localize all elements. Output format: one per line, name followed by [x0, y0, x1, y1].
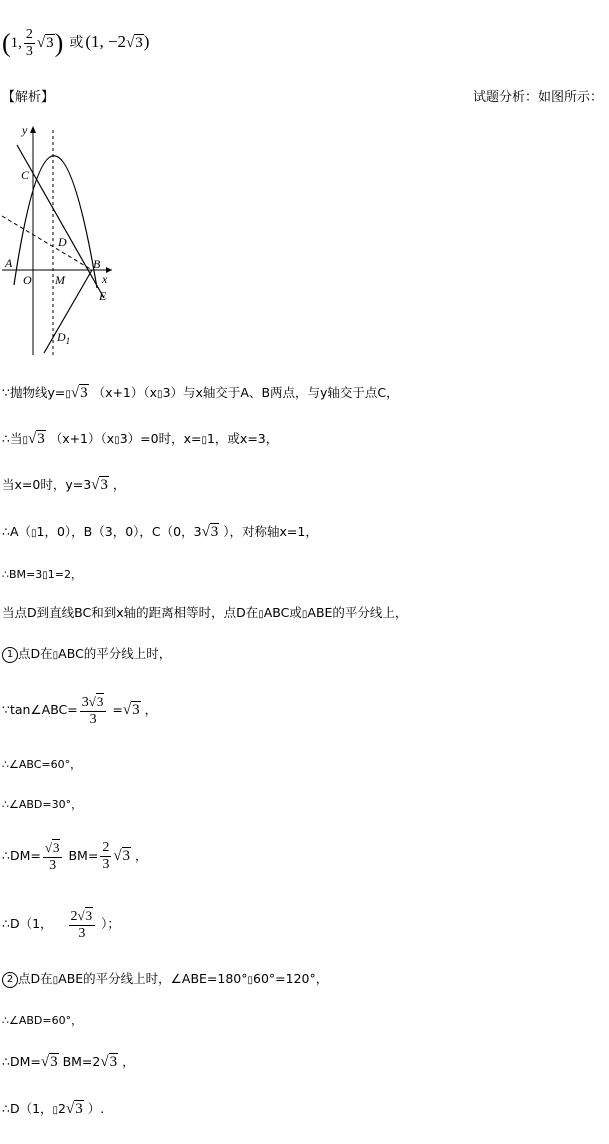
y-axis-arrow — [30, 126, 36, 133]
label-b: B — [93, 257, 101, 271]
answer-or: 或 — [69, 35, 84, 51]
label-c: C — [21, 168, 30, 182]
parabola-figure — [0, 120, 130, 360]
sqrt-3: √3 — [70, 385, 88, 401]
text-line-7: 1 点D在▯ABC的平分线上时， — [2, 645, 171, 665]
label-o: O — [23, 273, 32, 287]
label-x: x — [102, 272, 108, 286]
text-line-16: ∴D（1，▯2√3 ）. — [2, 1101, 105, 1117]
fraction-3sqrt3-over-3: $\frac{3√3}{3}$ — [80, 694, 107, 728]
text-line-4: ∴A（▯1，0），B（3，0），C（0，3√3 ），对称轴x=1， — [2, 524, 318, 540]
label-a: A — [5, 256, 13, 270]
answer-p2-text: (1, −2 — [85, 32, 127, 51]
label-d1: $D_1$ — [57, 330, 71, 346]
answer-p1-fraction: $\frac{2}{3}$ — [25, 27, 33, 59]
circled-number-2: 2 — [2, 972, 18, 988]
answer-paren-close: ) — [54, 28, 64, 58]
text-line-1: ∵抛物线y=▯√3 （x+1）（x▯3）与x轴交于A、B两点，与y轴交于点C， — [2, 385, 399, 401]
answer-p1-sqrt: √3 — [36, 35, 54, 51]
text-line-5: ∴BM=3▯1=2， — [2, 568, 82, 581]
text-line-14: ∴∠ABD=60°， — [2, 1014, 83, 1027]
text-line-10: ∴∠ABD=30°， — [2, 798, 83, 811]
text-line-2: ∴当▯√3 （x+1）（x▯3）=0时，x=▯1，或x=3， — [2, 431, 279, 447]
text-line-3: 当x=0时，y=3√3 ， — [2, 477, 126, 493]
label-m: M — [55, 273, 65, 287]
dashed-line — [2, 216, 92, 270]
section-heading: 【解析】 — [2, 90, 55, 105]
text-line-9: ∴∠ABC=60°， — [2, 758, 82, 771]
text-line-13: 2 点D在▯ABE的平分线上时，∠ABE=180°▯60°=120°， — [2, 970, 328, 990]
answer-p2-close: ) — [143, 32, 150, 51]
text-line-11: ∴DM= $\frac{√3}{3}$ BM= $\frac{2}{3}$ √3 ， — [2, 839, 148, 873]
text-line-12: ∴D（1， $\frac{2√3}{3}$ ）； — [2, 907, 120, 941]
label-e: E — [99, 289, 107, 303]
text-line-8: ∵tan∠ABC= $\frac{3√3}{3}$ =√3 ， — [2, 693, 158, 727]
label-d: D — [58, 235, 67, 249]
text-line-6: 当点D到直线BC和到x轴的距离相等时，点D在▯ABC或▯ABE的平分线上， — [2, 605, 408, 620]
label-y: y — [22, 123, 28, 137]
answer-p2-sqrt: √3 — [126, 35, 143, 51]
circled-number-1: 1 — [2, 647, 18, 663]
text-line-15: ∴DM=√3 BM=2√3 ， — [2, 1054, 135, 1070]
analysis-heading: 试题分析：如图所示： — [472, 90, 603, 105]
answer-paren-open: ( — [2, 28, 11, 58]
answer-p1-x: 1, — [10, 35, 22, 51]
answer-line — [2, 22, 149, 62]
